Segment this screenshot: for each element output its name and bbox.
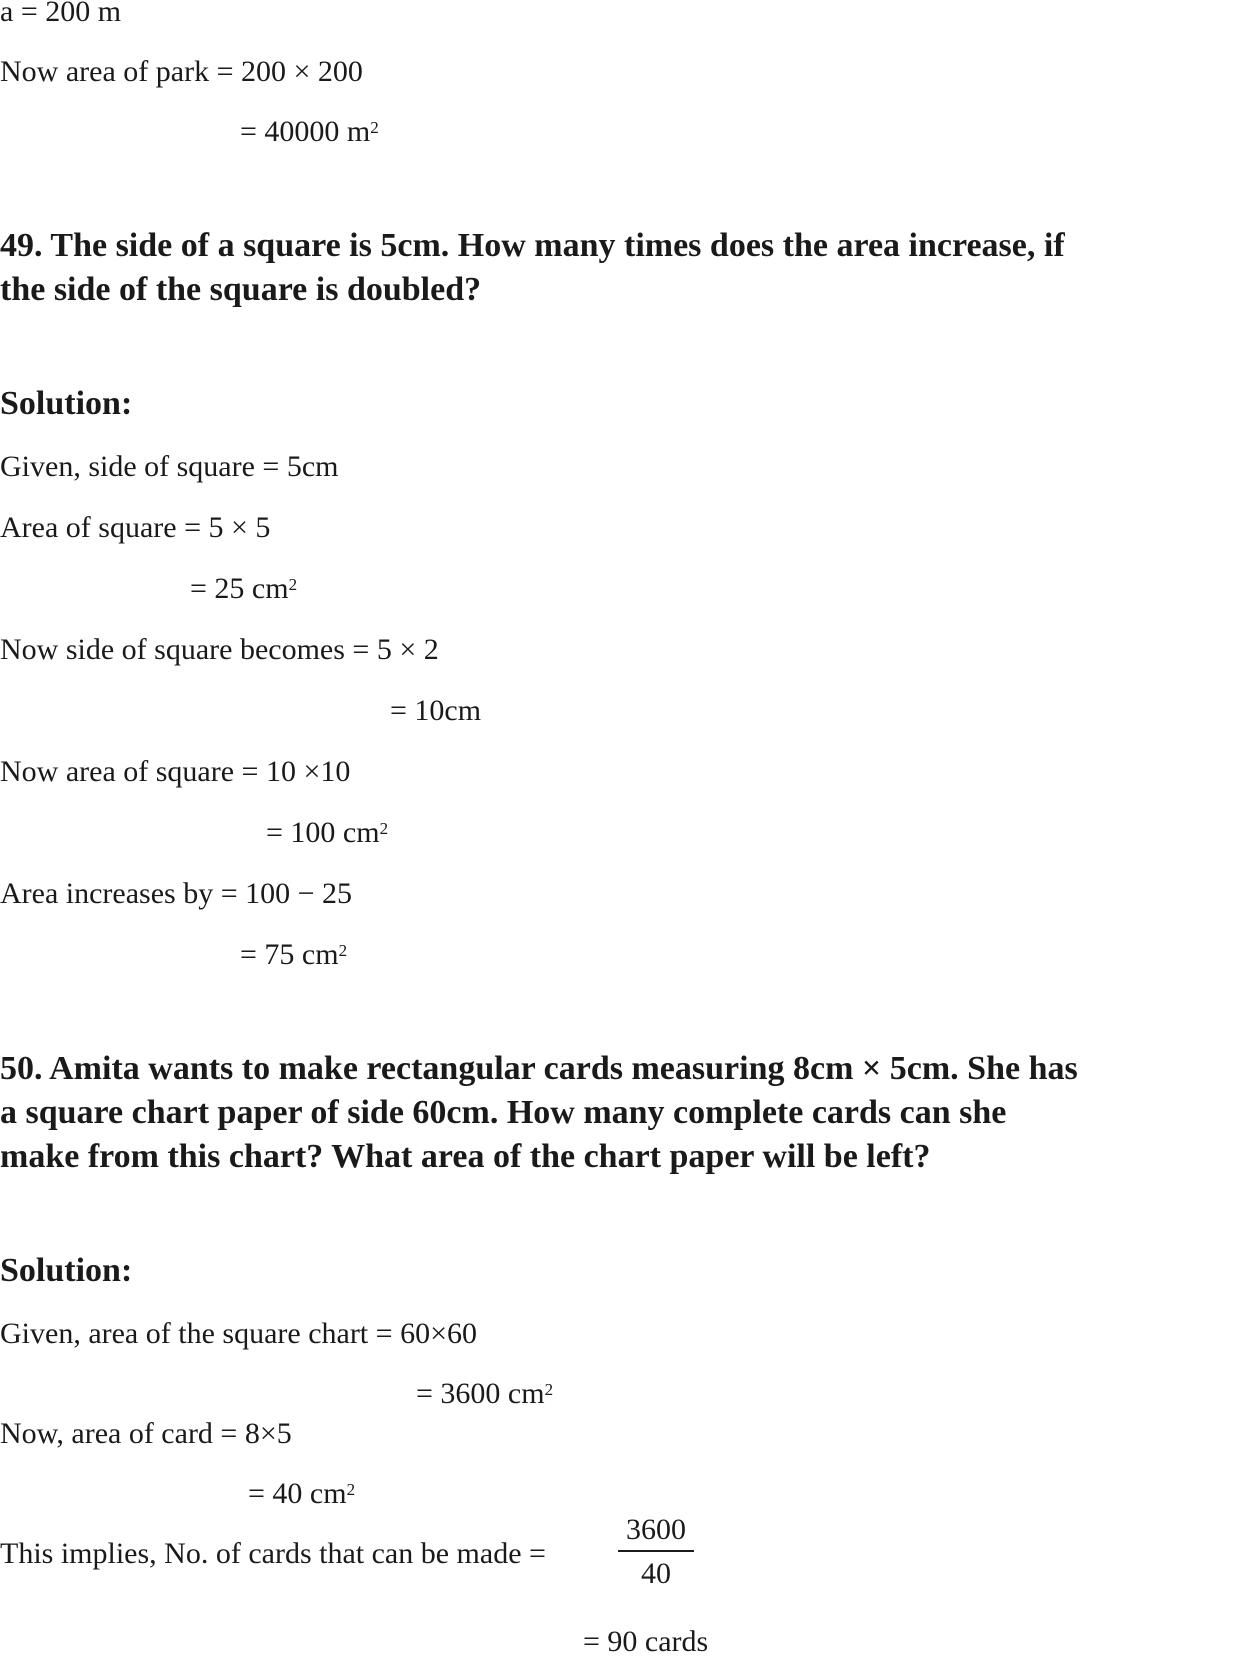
solution-49-heading: Solution: xyxy=(0,385,133,422)
q50-step-2-sup: 2 xyxy=(544,1380,554,1399)
q50-step-1: Given, area of the square chart = 60×60 xyxy=(0,1317,477,1350)
q49-step-2: Area of square = 5 × 5 xyxy=(0,511,271,544)
q49-step-5: = 10cm xyxy=(390,694,482,727)
q50-step-6: = 90 cards xyxy=(583,1625,709,1658)
q49-step-9-text: = 75 cm xyxy=(240,938,339,971)
question-49-line-2: the side of the square is doubled? xyxy=(0,271,482,308)
prev-line-a: a = 200 m xyxy=(0,0,122,28)
q49-step-3-sup: 2 xyxy=(288,575,298,594)
q49-step-8: Area increases by = 100 − 25 xyxy=(0,877,353,910)
cards-fraction xyxy=(618,1512,694,1592)
question-49-line-1: 49. The side of a square is 5cm. How many times does the area increase, if xyxy=(0,227,1065,264)
prev-line-area: Now area of park = 200 × 200 xyxy=(0,55,363,88)
q50-step-5: This implies, No. of cards that can be made = xyxy=(0,1537,546,1570)
q50-step-4-text: = 40 cm xyxy=(248,1477,347,1510)
solution-50-heading: Solution: xyxy=(0,1252,133,1289)
q49-step-6: Now area of square = 10 ×10 xyxy=(0,755,351,788)
question-50-line-3: make from this chart? What area of the chart paper will be left? xyxy=(0,1138,931,1175)
q49-step-7 xyxy=(266,815,388,851)
q50-step-2 xyxy=(416,1376,553,1412)
fraction-numerator: 3600 xyxy=(626,1513,686,1546)
question-50-line-1: 50. Amita wants to make rectangular cards measuring 8cm × 5cm. She has xyxy=(0,1050,1078,1087)
q49-step-9 xyxy=(240,937,347,973)
fraction-denominator: 40 xyxy=(641,1557,671,1590)
q49-step-1: Given, side of square = 5cm xyxy=(0,450,339,483)
q49-step-4: Now side of square becomes = 5 × 2 xyxy=(0,633,439,666)
q50-step-3: Now, area of card = 8×5 xyxy=(0,1417,292,1450)
prev-line-result xyxy=(240,114,379,150)
q49-step-9-sup: 2 xyxy=(338,941,348,960)
q50-step-2-text: = 3600 cm xyxy=(416,1377,545,1410)
q49-step-3-text: = 25 cm xyxy=(190,572,289,605)
q49-step-3 xyxy=(190,571,297,607)
prev-result-text: = 40000 m xyxy=(240,115,371,148)
q50-step-4-sup: 2 xyxy=(346,1480,356,1499)
q49-step-7-sup: 2 xyxy=(379,819,389,838)
prev-result-sup: 2 xyxy=(370,118,379,137)
q50-step-4 xyxy=(248,1476,355,1512)
question-50-line-2: a square chart paper of side 60cm. How many complete cards can she xyxy=(0,1094,1007,1131)
q49-step-7-text: = 100 cm xyxy=(266,816,380,849)
